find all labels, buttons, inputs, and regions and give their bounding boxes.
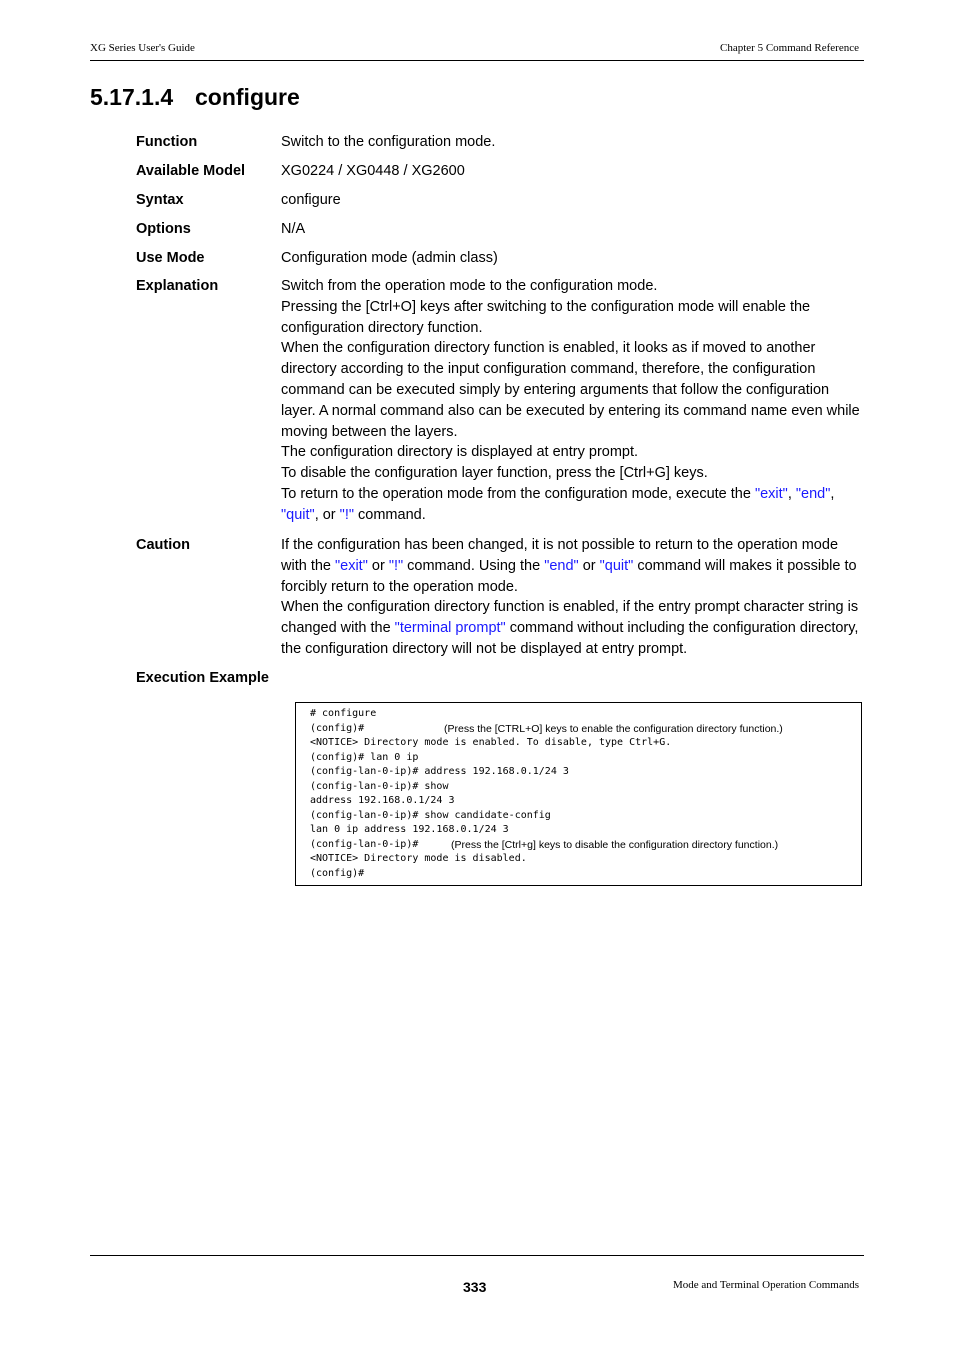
text-run: or [578, 557, 600, 574]
explanation-paragraph [281, 484, 866, 526]
text-run: , or [314, 506, 340, 523]
section-name: configure [195, 84, 300, 110]
field-function [136, 132, 866, 153]
code-line: (config-lan-0-ip)# show candidate-config [310, 809, 551, 821]
text-run: When the configuration directory function is enabled, if the entry prompt character string is changed with the [281, 599, 859, 637]
field-value [281, 276, 866, 526]
field-label: Caution [136, 537, 190, 553]
link-exit[interactable]: "exit" [754, 485, 788, 502]
code-line: <NOTICE> Directory mode is enabled. To disable, type Ctrl+G. [310, 737, 672, 748]
field-label: Execution Example [136, 670, 269, 686]
explanation-paragraph: When the configuration directory function is enabled, it looks as if moved to another directory according to the input configuration command, therefore, the configuration command can be executed simply by entering arguments that follow the configuration layer. A normal command also can be executed by entering its command name even while moving between the layers. [281, 340, 860, 440]
text-run: command without including the configuration directory, the configuration directory will not be displayed at entry prompt. [281, 620, 859, 657]
text-run: , [787, 485, 796, 502]
link-quit[interactable]: "quit" [281, 506, 315, 523]
footer-section: Mode and Terminal Operation Commands [673, 1279, 859, 1291]
header-guide-title: XG Series User's Guide [90, 42, 195, 54]
code-line: # configure [310, 708, 377, 719]
field-label: Options [136, 221, 191, 237]
text-run: command. Using the [403, 557, 545, 574]
link-exit[interactable]: "exit" [335, 557, 368, 574]
link-terminal-prompt[interactable]: "terminal prompt" [394, 620, 506, 637]
link-bang[interactable]: "!" [339, 506, 354, 523]
link-bang[interactable]: "!" [388, 557, 404, 574]
code-line [310, 722, 861, 737]
field-label: Function [136, 134, 198, 150]
field-value: configure [281, 192, 341, 208]
code-line: (config-lan-0-ip)# address 192.168.0.1/24 3 [310, 766, 569, 777]
field-value: XG0224 / XG0448 / XG2600 [281, 163, 465, 179]
field-value: Configuration mode (admin class) [281, 250, 498, 266]
code-line: <NOTICE> Directory mode is disabled. [310, 853, 527, 864]
field-caution [136, 535, 866, 660]
link-end[interactable]: "end" [795, 485, 831, 502]
section-number: 5.17.1.4 [90, 84, 174, 110]
code-line: (config)# [310, 867, 365, 879]
code-line: address 192.168.0.1/24 3 [310, 795, 455, 806]
code-annotation: (Press the [CTRL+O] keys to enable the configuration directory function.) [444, 722, 783, 735]
field-label: Use Mode [136, 250, 205, 266]
field-label: Available Model [136, 163, 246, 179]
field-label: Syntax [136, 192, 184, 208]
code-example-box [295, 702, 862, 886]
text-run: command. [354, 506, 426, 523]
field-label: Explanation [136, 278, 219, 294]
field-available-model [136, 161, 866, 182]
field-use-mode [136, 248, 866, 269]
caution-paragraph [281, 535, 866, 597]
page-number: 333 [463, 1279, 487, 1295]
link-end[interactable]: "end" [544, 557, 579, 574]
code-text: (config)# [310, 722, 365, 734]
code-line: lan 0 ip address 192.168.0.1/24 3 [310, 824, 509, 835]
field-explanation [136, 276, 866, 526]
code-annotation: (Press the [Ctrl+g] keys to disable the configuration directory function.) [451, 838, 779, 851]
explanation-paragraph: Pressing the [Ctrl+O] keys after switching to the configuration mode will enable the configuration directory function. [281, 298, 811, 336]
text-run: If the configuration has been changed, it is not possible to return to the operation mode with the [281, 537, 839, 574]
explanation-paragraph: The configuration directory is displayed at entry prompt. [281, 444, 639, 461]
code-line: (config)# lan 0 ip [310, 751, 419, 763]
code-text: (config-lan-0-ip)# [310, 838, 419, 850]
code-line: (config-lan-0-ip)# show [310, 780, 449, 792]
field-value: N/A [281, 221, 306, 237]
header-chapter: Chapter 5 Command Reference [720, 42, 859, 54]
field-options [136, 219, 866, 240]
explanation-paragraph: To disable the configuration layer function, press the [Ctrl+G] keys. [281, 465, 708, 482]
field-syntax [136, 190, 866, 211]
code-line [310, 838, 861, 853]
field-value: Switch to the configuration mode. [281, 134, 496, 150]
text-run: or [367, 557, 389, 574]
field-value [281, 535, 866, 660]
explanation-paragraph: Switch from the operation mode to the configuration mode. [281, 278, 658, 294]
text-run: To return to the operation mode from the configuration mode, execute the [281, 485, 755, 502]
caution-paragraph [281, 597, 866, 659]
page-header [90, 42, 864, 61]
link-quit[interactable]: "quit" [599, 557, 634, 574]
text-run: , [830, 485, 835, 502]
section-title [90, 84, 300, 111]
text-run: command will makes it possible to forcibly return to the operation mode. [281, 557, 857, 595]
page-footer [90, 1255, 864, 1296]
